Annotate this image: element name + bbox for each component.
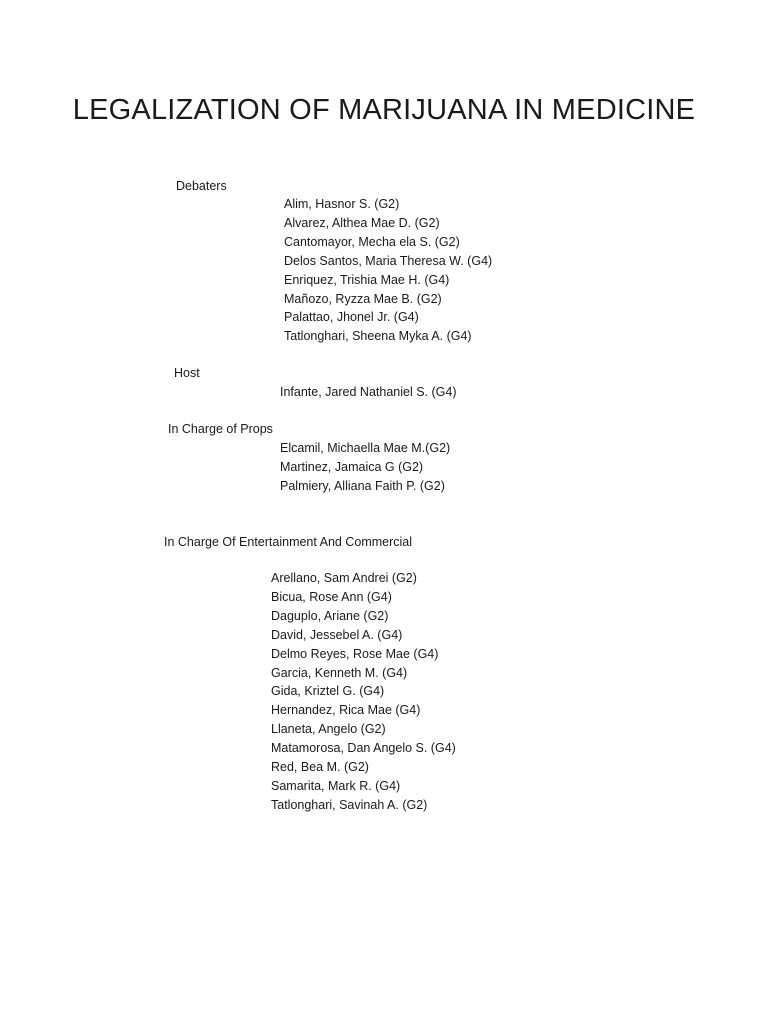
list-item: Llaneta, Angelo (G2): [271, 722, 386, 737]
list-item: Delos Santos, Maria Theresa W. (G4): [284, 253, 493, 268]
section-label-entertainment: In Charge Of Entertainment And Commercial: [164, 535, 413, 549]
list-item: Tatlonghari, Savinah A. (G2): [271, 797, 428, 812]
section-label-props: In Charge of Props: [168, 422, 273, 436]
section-label-debaters: Debaters: [176, 179, 227, 193]
list-item: Alim, Hasnor S. (G2): [284, 197, 400, 211]
list-item: Samarita, Mark R. (G4): [271, 778, 401, 793]
list-item: Martinez, Jamaica G (G2): [280, 459, 424, 474]
list-item: Delmo Reyes, Rose Mae (G4): [271, 646, 439, 661]
list-item: Red, Bea M. (G2): [271, 760, 369, 775]
list-item: Palmiery, Alliana Faith P. (G2): [280, 478, 445, 493]
list-item: Gida, Kriztel G. (G4): [271, 684, 385, 699]
list-item: Hernandez, Rica Mae (G4): [271, 703, 421, 718]
list-item: Daguplo, Ariane (G2): [271, 608, 389, 623]
props-list: [280, 439, 450, 496]
list-item: Palattao, Jhonel Jr. (G4): [284, 310, 419, 325]
list-item: Mañozo, Ryzza Mae B. (G2): [284, 291, 442, 306]
host-list: [280, 383, 456, 402]
list-item: Arellano, Sam Andrei (G2): [271, 571, 417, 585]
document-title: LEGALIZATION OF MARIJUANA IN MEDICINE: [72, 94, 696, 126]
list-item: Alvarez, Althea Mae D. (G2): [284, 215, 440, 230]
debaters-list: [284, 195, 492, 346]
list-item: Enriquez, Trishia Mae H. (G4): [284, 272, 450, 287]
list-item: Garcia, Kenneth M. (G4): [271, 665, 408, 680]
entertainment-list: [271, 569, 456, 815]
list-item: Elcamil, Michaella Mae M.(G2): [280, 441, 451, 455]
section-label-host: Host: [174, 366, 200, 380]
list-item: Tatlonghari, Sheena Myka A. (G4): [284, 329, 472, 344]
list-item: Cantomayor, Mecha ela S. (G2): [284, 234, 460, 249]
list-item: David, Jessebel A. (G4): [271, 627, 403, 642]
list-item: Infante, Jared Nathaniel S. (G4): [280, 385, 457, 399]
list-item: Bicua, Rose Ann (G4): [271, 589, 392, 604]
list-item: Matamorosa, Dan Angelo S. (G4): [271, 741, 456, 756]
